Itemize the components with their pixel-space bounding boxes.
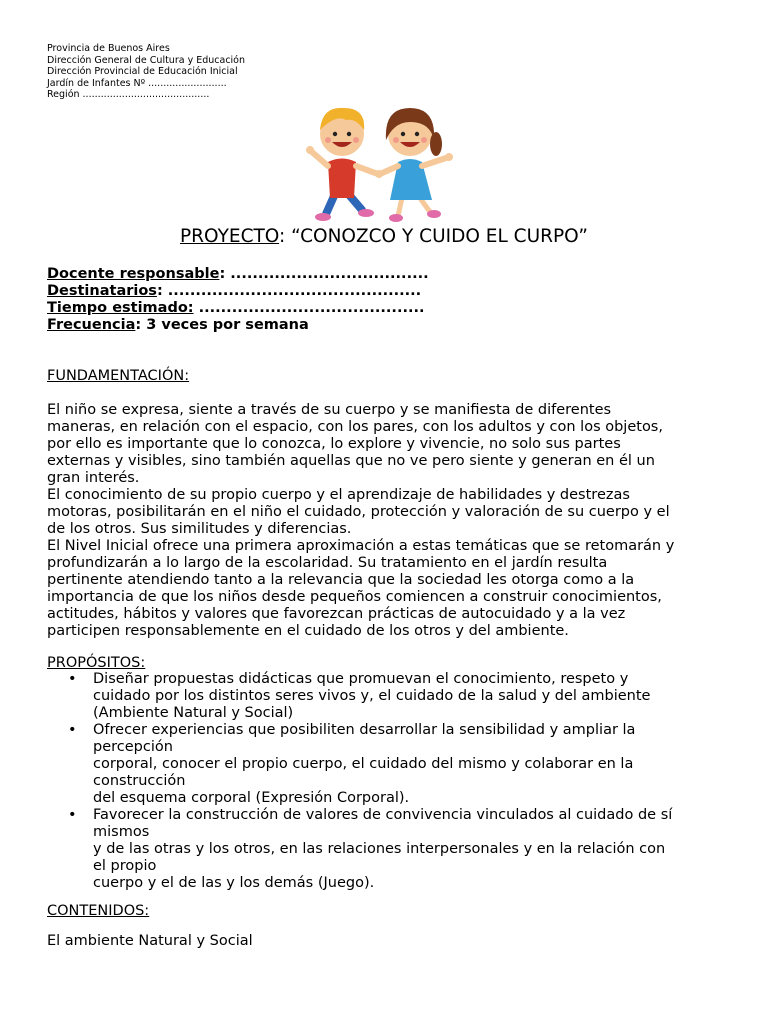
text-line: El conocimiento de su propio cuerpo y el aprendizaje de habilidades y destrezas	[47, 487, 630, 503]
text-line: por ello es importante que lo conozca, lo explore y vivencie, no solo sus partes	[47, 436, 621, 452]
text-line: Favorecer la construcción de valores de convivencia vinculados al cuidado de sí	[93, 807, 673, 823]
header-line: Región ..........................................	[47, 89, 210, 101]
text-line: pertinente atendiendo tanto a la relevancia que la sociedad les otorga como a la	[47, 572, 635, 588]
title-text: : “CONOZCO Y CUIDO EL CURPO”	[279, 226, 588, 247]
project-title	[0, 226, 768, 248]
text-line: construcción	[93, 773, 186, 789]
fundamentacion-heading: FUNDAMENTACIÓN:	[47, 368, 190, 384]
contenidos-heading: CONTENIDOS:	[47, 903, 150, 919]
paragraph	[47, 402, 737, 487]
text-line: y de las otras y los otros, en las relaciones interpersonales y en la relación con	[93, 841, 666, 857]
destinatarios-label: Destinatarios	[47, 283, 157, 299]
girl-figure	[380, 108, 453, 222]
project-meta	[47, 266, 429, 334]
bullet-icon: •	[68, 807, 77, 823]
text-line: del esquema corporal (Expresión Corporal).	[93, 790, 410, 806]
meta-tiempo	[47, 300, 429, 317]
paragraph	[47, 538, 737, 640]
text-line: gran interés.	[47, 470, 140, 486]
title-label: PROYECTO	[180, 226, 280, 247]
text-line: importancia de que los niños desde pequeños comiencen a construir conocimientos,	[47, 589, 662, 605]
list-item	[47, 671, 737, 722]
bullet-icon: •	[68, 722, 77, 738]
meta-destinatarios	[47, 283, 429, 300]
text-line: Ofrecer experiencias que posibiliten desarrollar la sensibilidad y ampliar la	[93, 722, 636, 738]
destinatarios-value: : ..............................................	[156, 283, 422, 299]
text-line: Diseñar propuestas didácticas que promuevan el conocimiento, respeto y	[93, 671, 629, 687]
docente-value: : ....................................	[219, 266, 429, 282]
header-line: Dirección General de Cultura y Educación	[47, 54, 246, 66]
text-line: El Nivel Inicial ofrece una primera aproximación a estas temáticas que se retomarán y	[47, 538, 675, 554]
text-line: cuidado por los distintos seres vivos y, el cuidado de la salud y del ambiente	[93, 688, 651, 704]
text-line: actitudes, hábitos y valores que favorezcan prácticas de autocuidado y a la vez	[47, 606, 626, 622]
boy-figure	[306, 108, 378, 221]
header-line: Jardín de Infantes Nº ..........................	[47, 77, 227, 89]
contenidos-text: El ambiente Natural y Social	[47, 933, 253, 949]
frecuencia-value: : 3 veces por semana	[135, 317, 309, 333]
propositos-list	[47, 671, 737, 892]
text-line: cuerpo y el de las y los demás (Juego).	[93, 875, 375, 891]
text-line: de los otros. Sus similitudes y diferencias.	[47, 521, 352, 537]
tiempo-value: .........................................	[193, 300, 425, 316]
paragraph	[47, 487, 737, 538]
text-line: motoras, posibilitarán en el niño el cuidado, protección y valoración de su cuerpo y el	[47, 504, 670, 520]
text-line: externas y visibles, sino también aquellas que no ve pero siente y generan en él un	[47, 453, 655, 469]
text-line: maneras, en relación con el espacio, con los pares, con los adultos y con los objetos,	[47, 419, 663, 435]
institution-header	[47, 43, 245, 101]
text-line: percepción	[93, 739, 173, 755]
fundamentacion-body	[47, 402, 737, 640]
docente-label: Docente responsable	[47, 266, 220, 282]
tiempo-label: Tiempo estimado:	[47, 300, 194, 316]
meta-docente	[47, 266, 429, 283]
text-line: profundizarán a lo largo de la escolaridad. Su tratamiento en el jardín resulta	[47, 555, 608, 571]
header-line: Dirección Provincial de Educación Inicial	[47, 66, 238, 78]
meta-frecuencia	[47, 317, 429, 334]
list-item	[47, 807, 737, 892]
children-illustration	[306, 100, 466, 226]
propositos-heading: PROPÓSITOS:	[47, 655, 146, 671]
text-line: (Ambiente Natural y Social)	[93, 705, 294, 721]
text-line: participen responsablemente en el cuidado de los otros y del ambiente.	[47, 623, 569, 639]
list-item	[47, 722, 737, 807]
text-line: corporal, conocer el propio cuerpo, el cuidado del mismo y colaborar en la	[93, 756, 634, 772]
text-line: El niño se expresa, siente a través de su cuerpo y se manifiesta de diferentes	[47, 402, 612, 418]
text-line: mismos	[93, 824, 150, 840]
header-line: Provincia de Buenos Aires	[47, 43, 170, 54]
frecuencia-label: Frecuencia	[47, 317, 136, 333]
bullet-icon: •	[68, 671, 77, 687]
text-line: el propio	[93, 858, 157, 874]
